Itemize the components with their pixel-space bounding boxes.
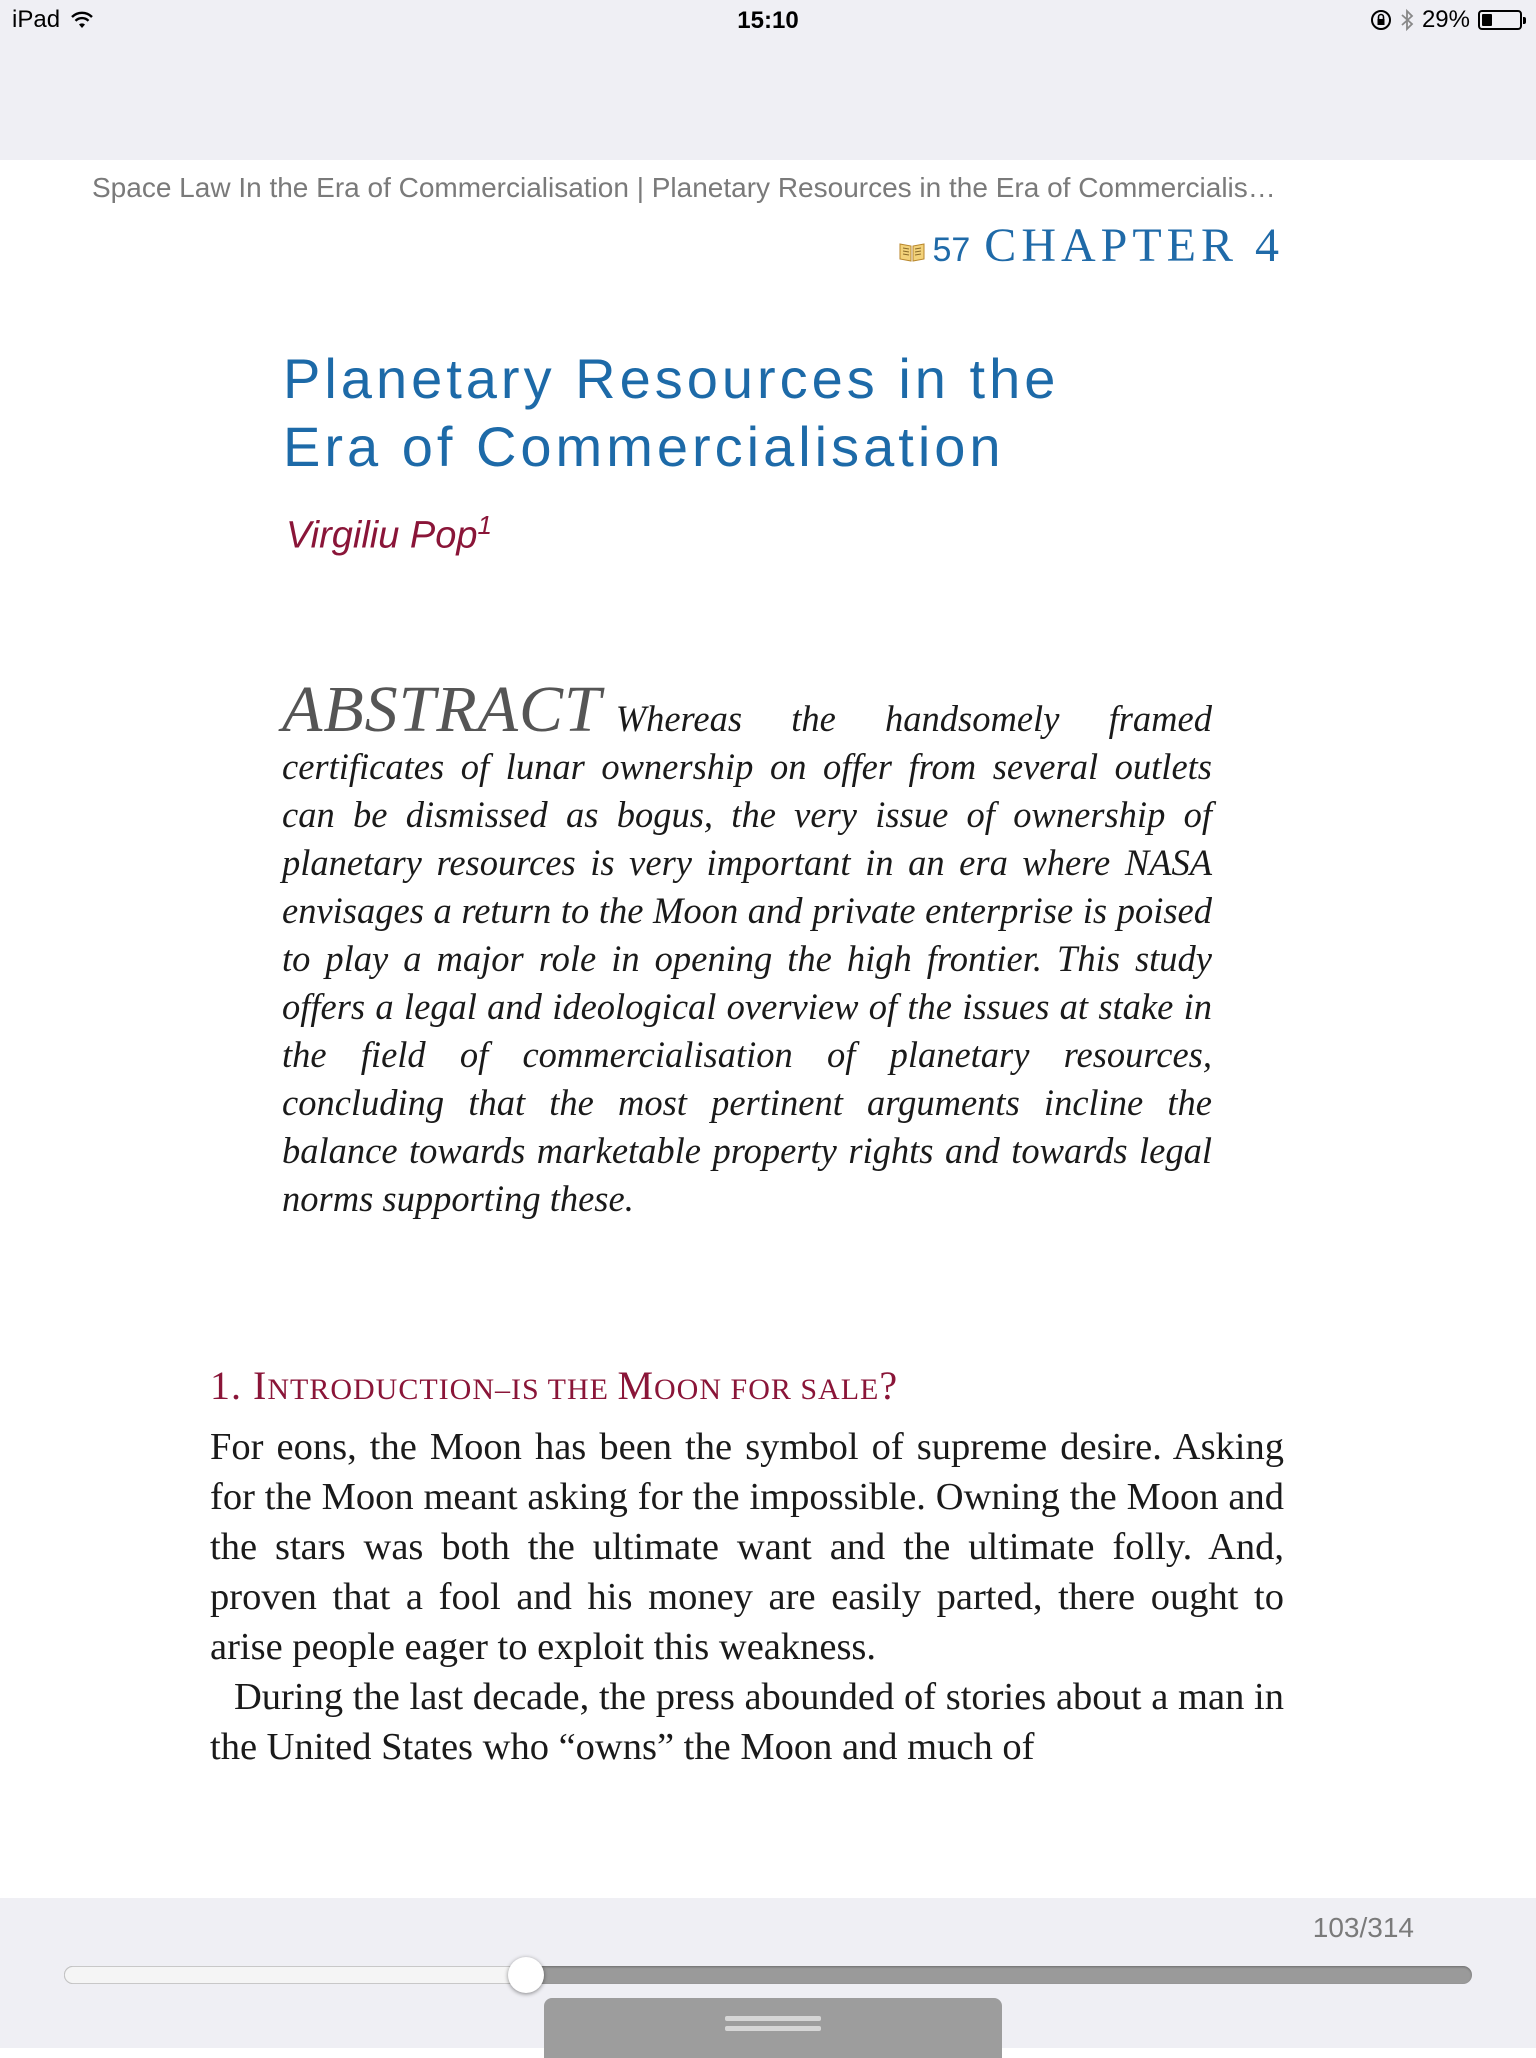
battery-percent: 29% xyxy=(1421,6,1470,33)
chapter-label: CHAPTER 4 xyxy=(984,219,1284,272)
battery-fill xyxy=(1482,14,1492,26)
running-head: Space Law In the Era of Commercialisation | Planetary Resources in the Era of Commercialis… xyxy=(92,172,1276,203)
clock: 15:10 xyxy=(737,7,799,34)
section-words-is-the: –IS THE xyxy=(494,1373,618,1406)
page-scrubber-track[interactable] xyxy=(64,1966,1472,1984)
reader-toolbar xyxy=(0,42,1536,160)
section-words-moon-for-sale: OON FOR SALE xyxy=(654,1373,880,1406)
body-text xyxy=(210,1422,1284,1772)
battery-icon xyxy=(1478,10,1522,30)
title-line-2: Era of Commercialisation xyxy=(283,415,1005,478)
section-number: 1. xyxy=(210,1363,253,1408)
author-name: Virgiliu Pop xyxy=(286,514,478,557)
footnote-marker[interactable]: 1 xyxy=(477,510,492,540)
drawer-handle[interactable] xyxy=(544,1998,1002,2058)
status-right xyxy=(1370,6,1522,34)
status-bar xyxy=(0,0,1536,42)
scrubber-progress xyxy=(64,1966,526,1984)
scrubber-thumb[interactable] xyxy=(508,1957,544,1993)
device-name: iPad xyxy=(12,6,61,33)
page-reference[interactable] xyxy=(898,218,1284,273)
author xyxy=(286,510,492,558)
title-line-1: Planetary Resources in the xyxy=(283,347,1060,410)
book-icon xyxy=(898,241,926,263)
rotation-lock-icon xyxy=(1370,9,1392,31)
paragraph: During the last decade, the press abounded of stories about a man in the United States who “owns” the Moon and much of xyxy=(210,1676,1284,1768)
section-heading xyxy=(210,1362,898,1409)
chapter-title xyxy=(283,345,1183,481)
section-cap-i: I xyxy=(253,1363,268,1408)
abstract-heading: ABSTRACT xyxy=(282,673,602,746)
grip-line xyxy=(725,2026,821,2031)
section-question-mark: ? xyxy=(879,1363,899,1408)
bluetooth-icon xyxy=(1400,8,1414,32)
section-word-introduction: NTRODUCTION xyxy=(267,1373,495,1406)
paragraph: For eons, the Moon has been the symbol of supreme desire. Asking for the Moon meant asking for the impossible. Owning the Moon and the stars was both the ultimate want and the ultimate folly. And, proven that a fool and his money are easily parted, there ought to arise people eager to exploit this weakness. xyxy=(210,1426,1284,1668)
abstract xyxy=(282,673,1212,1223)
abstract-text: Whereas the handsomely framed certificates of lunar ownership on offer from several outlets can be dismissed as bogus, the very issue of ownership of planetary resources is very important in an era where NASA envisages a return to the Moon and private enterprise is poised to play a major role in opening the high frontier. This study offers a legal and ideological overview of the issues at stake in the field of commercialisation of planetary resources, concluding that the most pertinent arguments incline the balance towards marketable property rights and towards legal norms supporting these. xyxy=(282,698,1212,1219)
page-count: 103/314 xyxy=(1312,1912,1414,1943)
grip-line xyxy=(725,2016,821,2021)
page-ref-number: 57 xyxy=(932,231,971,269)
section-cap-m: M xyxy=(617,1363,655,1408)
